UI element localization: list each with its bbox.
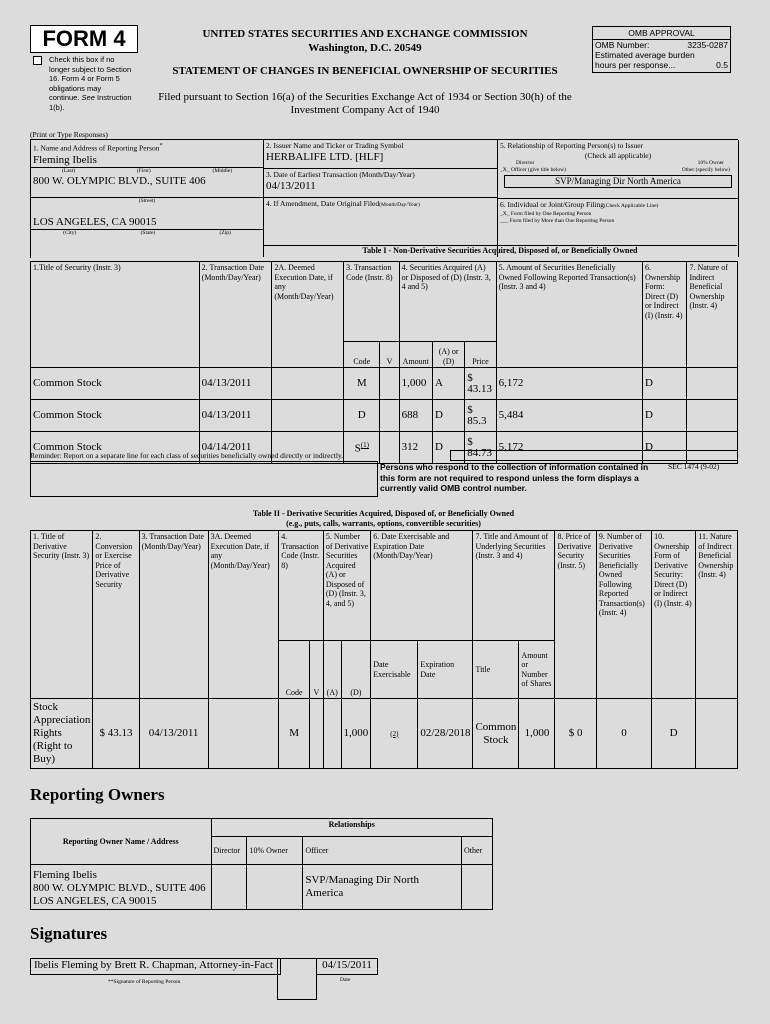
- t2-sub-a: (A): [323, 641, 341, 699]
- sig-star: **: [108, 979, 114, 985]
- box1-label: 1. Name and Address of Reporting Person: [33, 143, 160, 153]
- t1-h3: 3. Transaction Code (Instr. 8): [344, 262, 400, 342]
- officer-x: _X_: [500, 167, 510, 173]
- omb-number: 3235-0287: [687, 40, 728, 50]
- t2-expiration: 02/28/2018: [418, 699, 473, 769]
- t1-sub-v: V: [380, 342, 399, 368]
- last-label: (Last): [61, 167, 76, 174]
- t1-h2: 2. Transaction Date (Month/Day/Year): [199, 262, 272, 368]
- owners-other: Other: [462, 837, 493, 865]
- signatures-heading: Signatures: [30, 924, 108, 943]
- t1-r2-aord: D: [432, 432, 464, 464]
- t2-h8: 8. Price of Derivative Security (Instr. 5): [555, 531, 596, 699]
- other-option: Other (specify below): [681, 167, 730, 173]
- sig-label: Signature of Reporting Person: [113, 979, 181, 985]
- city-label: (City): [63, 229, 77, 236]
- owners-director: Director: [211, 837, 247, 865]
- t1-r2-code: S: [354, 442, 361, 455]
- owners-heading: Reporting Owners: [30, 785, 165, 804]
- t1-r0-amount: 1,000: [399, 368, 432, 400]
- t1-h2a: 2A. Deemed Execution Date, if any (Month/Day/Year): [272, 262, 344, 368]
- t1-r0-form: D: [643, 368, 687, 400]
- agency-location: Washington, D.C. 20549: [308, 42, 422, 54]
- t2-h10: 10. Ownership Form of Derivative Security: Direct (D) or Indirect (I) (Instr. 4): [652, 531, 696, 699]
- t2-disposed: 1,000: [341, 699, 371, 769]
- owner-addr2: LOS ANGELES, CA 90015: [33, 895, 157, 907]
- t2-under-title: Common Stock: [473, 699, 519, 769]
- state-label: (State): [140, 229, 156, 236]
- t1-r1-code: D: [344, 400, 380, 432]
- omb-burden: Estimated average burden: [595, 50, 695, 60]
- middle-label: (Middle): [212, 167, 233, 174]
- t1-r1-amount: 688: [399, 400, 432, 432]
- t2-under-amount: 1,000: [519, 699, 555, 769]
- t2-h9: 9. Number of Derivative Securities Beneficially Owned Following Reported Transaction(s) (Instr. 4): [596, 531, 651, 699]
- t1-sub-price: Price: [465, 342, 496, 368]
- reporting-street: 800 W. OLYMPIC BLVD., SUITE 406: [33, 174, 206, 187]
- table2: [30, 530, 738, 769]
- t2-h5: 5. Number of Derivative Securities Acquired (A) or Disposed of (D) (Instr. 3, 4, and 5): [323, 531, 370, 641]
- checkbox-see: See: [81, 93, 95, 102]
- statement-title: STATEMENT OF CHANGES IN BENEFICIAL OWNERSHIP OF SECURITIES: [172, 65, 558, 77]
- t2-h7: 7. Title and Amount of Underlying Securities (Instr. 3 and 4): [473, 531, 555, 641]
- box5-sub: (Check all applicable): [584, 151, 652, 160]
- t2-sub-d: (D): [341, 641, 371, 699]
- t1-r2-title: Common Stock: [31, 432, 200, 464]
- t1-r2-form: D: [643, 432, 687, 464]
- table-row: [31, 368, 738, 400]
- t1-h6: 6. Ownership Form: Direct (D) or Indirect (I) (Instr. 4): [643, 262, 687, 368]
- officer-title: SVP/Managing Dir North America: [504, 175, 732, 188]
- street-label: (Street): [31, 197, 263, 205]
- owner-name: Fleming Ibelis: [33, 869, 97, 881]
- signature-spacer-box: [277, 958, 317, 1000]
- t1-h7: 7. Nature of Indirect Beneficial Ownership (Instr. 4): [687, 262, 738, 368]
- omb-hours: 0.5: [716, 60, 728, 70]
- t2-h4: 4. Transaction Code (Instr. 8): [279, 531, 324, 641]
- t2-h3: 3. Transaction Date (Month/Day/Year): [139, 531, 208, 699]
- t1-r0-title: Common Stock: [31, 368, 200, 400]
- t1-r1-form: D: [643, 400, 687, 432]
- omb-hours-label: hours per response...: [595, 60, 676, 70]
- omb-title: OMB APPROVAL: [593, 27, 730, 40]
- table2-subtitle: (e.g., puts, calls, warrants, options, convertible securities): [286, 519, 481, 528]
- t1-r2-date: 04/14/2011: [199, 432, 272, 464]
- owner-addr1: 800 W. OLYMPIC BLVD., SUITE 406: [33, 882, 206, 894]
- box6-one: _X_ Form filed by One Reporting Person: [500, 211, 592, 217]
- t2-code: M: [279, 699, 310, 769]
- t1-sub-amount: Amount: [399, 342, 432, 368]
- t1-r0-price: 43.13: [467, 382, 493, 395]
- first-label: (First): [136, 167, 151, 174]
- box6-more: ___ Form filed by More than One Reporting Person: [500, 218, 615, 224]
- t2-date: 04/13/2011: [139, 699, 208, 769]
- table-row: [31, 699, 738, 769]
- t1-r2-price-sym: $: [467, 435, 473, 448]
- form-title: FORM 4: [42, 26, 126, 51]
- t2-h1: 1. Title of Derivative Security (Instr. 3): [31, 531, 93, 699]
- t2-exercisable[interactable]: (2): [390, 729, 399, 738]
- t1-r2-amount: 312: [399, 432, 432, 464]
- table-row: [31, 400, 738, 432]
- box3-label: 3. Date of Earliest Transaction (Month/Day/Year): [266, 170, 415, 179]
- owners-table: [30, 818, 493, 910]
- t1-r2-owned: 5,172: [496, 432, 642, 464]
- officer-option: Officer (give title below): [510, 167, 566, 173]
- agency-name: UNITED STATES SECURITIES AND EXCHANGE COMMISSION: [202, 28, 528, 40]
- t2-h6: 6. Date Exercisable and Expiration Date (Month/Day/Year): [371, 531, 473, 641]
- t1-r0-owned: 6,172: [496, 368, 642, 400]
- t2-deriv-price: $ 0: [555, 699, 596, 769]
- t2-sub-expiration: Expiration Date: [418, 641, 473, 699]
- reporting-grid: [30, 139, 738, 258]
- omb-number-label: OMB Number:: [595, 40, 650, 50]
- reporting-city: LOS ANGELES, CA 90015: [33, 215, 157, 228]
- owner10-option: 10% Owner: [697, 160, 724, 166]
- t2-sub-amount: Amount or Number of Shares: [519, 641, 555, 699]
- date-label: Date: [340, 977, 351, 983]
- t2-h11: 11. Nature of Indirect Beneficial Ownership (Instr. 4): [696, 531, 738, 699]
- owners-officer: Officer: [303, 837, 462, 865]
- table2-title: Table II - Derivative Securities Acquired, Disposed of, or Beneficially Owned: [252, 509, 515, 518]
- t1-r0-date: 04/13/2011: [199, 368, 272, 400]
- owners-10pct: 10% Owner: [247, 837, 303, 865]
- checkbox-section: [33, 55, 133, 112]
- t2-owned: 0: [596, 699, 651, 769]
- persons-notice: Persons who respond to the collection of information contained in this form are not required to respond unless the form displays a currently valid OMB control number.: [380, 462, 649, 493]
- issuer-name: HERBALIFE LTD. [HLF]: [266, 151, 384, 163]
- checkbox-text: Check this box if no longer subject to Section 16. Form 4 or Form 5 obligations may continue.: [49, 55, 132, 102]
- t1-sub-code: Code: [344, 342, 380, 368]
- box1-star: *: [159, 142, 163, 149]
- form-title-box: [30, 25, 138, 53]
- owner-officer-value: SVP/Managing Dir North America: [303, 865, 462, 910]
- table1: [30, 261, 738, 464]
- t2-form: D: [652, 699, 696, 769]
- t1-h1: 1.Title of Security (Instr. 3): [31, 262, 200, 368]
- checkbox-instr: Instruction 1(b).: [49, 93, 132, 112]
- t2-h3a: 3A. Deemed Execution Date, if any (Month/Day/Year): [208, 531, 279, 699]
- t1-r1-price: 85.3: [467, 414, 487, 427]
- t1-r1-aord: D: [432, 400, 464, 432]
- box6-label: 6. Individual or Joint/Group Filing: [500, 200, 604, 209]
- t2-title: Stock Appreciation Rights (Right to Buy): [31, 699, 93, 769]
- t2-price: $ 43.13: [93, 699, 139, 769]
- t1-h5: 5. Amount of Securities Beneficially Owned Following Reported Transaction(s) (Instr. 3 and 4): [496, 262, 642, 368]
- owners-relationships: Relationships: [211, 819, 493, 837]
- zip-label: (Zip): [219, 229, 231, 236]
- box2-label: 2. Issuer Name and Ticker or Trading Symbol: [266, 141, 404, 150]
- table-row: [31, 865, 493, 910]
- t2-sub-title: Title: [473, 641, 519, 699]
- box4-sub: (Month/Day/Year): [379, 202, 420, 208]
- reminder: Reminder: Report on a separate line for each class of securities beneficially owned directly or indirectly.: [30, 451, 344, 460]
- sec-code: SEC 1474 (9-02): [668, 462, 720, 471]
- reporting-person-name: Fleming Ibelis: [33, 153, 97, 166]
- print-type: (Print or Type Responses): [30, 130, 108, 139]
- t2-sub-exercisable: Date Exercisable: [371, 641, 418, 699]
- t1-sub-aord: (A) or (D): [432, 342, 464, 368]
- t1-r0-code: M: [344, 368, 380, 400]
- t1-r1-title: Common Stock: [31, 400, 200, 432]
- box4-label: 4. If Amendment, Date Original Filed: [266, 199, 380, 208]
- t1-r2-price: 84.73: [467, 446, 493, 459]
- table1-title: Table I - Non-Derivative Securities Acquired, Disposed of, or Beneficially Owned: [263, 245, 737, 255]
- t1-r1-owned: 5,484: [496, 400, 642, 432]
- t2-h2: 2. Conversion or Exercise Price of Derivative Security: [93, 531, 139, 699]
- earliest-date: 04/13/2011: [266, 180, 316, 192]
- t1-r1-date: 04/13/2011: [199, 400, 272, 432]
- signature-date: 04/15/2011: [316, 958, 378, 975]
- owners-col-name: Reporting Owner Name / Address: [31, 819, 212, 865]
- signer-name: Ibelis Fleming by Brett R. Chapman, Attorney-in-Fact: [30, 958, 281, 975]
- t2-sub-code: Code: [279, 641, 310, 699]
- box6-sub: (Check Applicable Line): [603, 203, 659, 209]
- t1-r0-aord: A: [432, 368, 464, 400]
- t2-sub-v: V: [309, 641, 323, 699]
- director-option: Director: [516, 160, 535, 166]
- box5-label: 5. Relationship of Reporting Person(s) to Issuer: [500, 141, 644, 150]
- reminder-box: [30, 461, 378, 497]
- no-longer-subject-checkbox[interactable]: [33, 56, 42, 65]
- filed-pursuant: Filed pursuant to Section 16(a) of the Securities Exchange Act of 1934 or Section 30(h) of the Investment Company Act of 1940: [158, 91, 572, 116]
- omb-approval-box: [592, 26, 731, 73]
- t1-r2-footnote[interactable]: (1): [360, 441, 369, 450]
- t1-r1-price-sym: $: [467, 403, 473, 416]
- t1-r0-price-sym: $: [467, 371, 473, 384]
- t1-h4: 4. Securities Acquired (A) or Disposed of (D) (Instr. 3, 4 and 5): [399, 262, 496, 342]
